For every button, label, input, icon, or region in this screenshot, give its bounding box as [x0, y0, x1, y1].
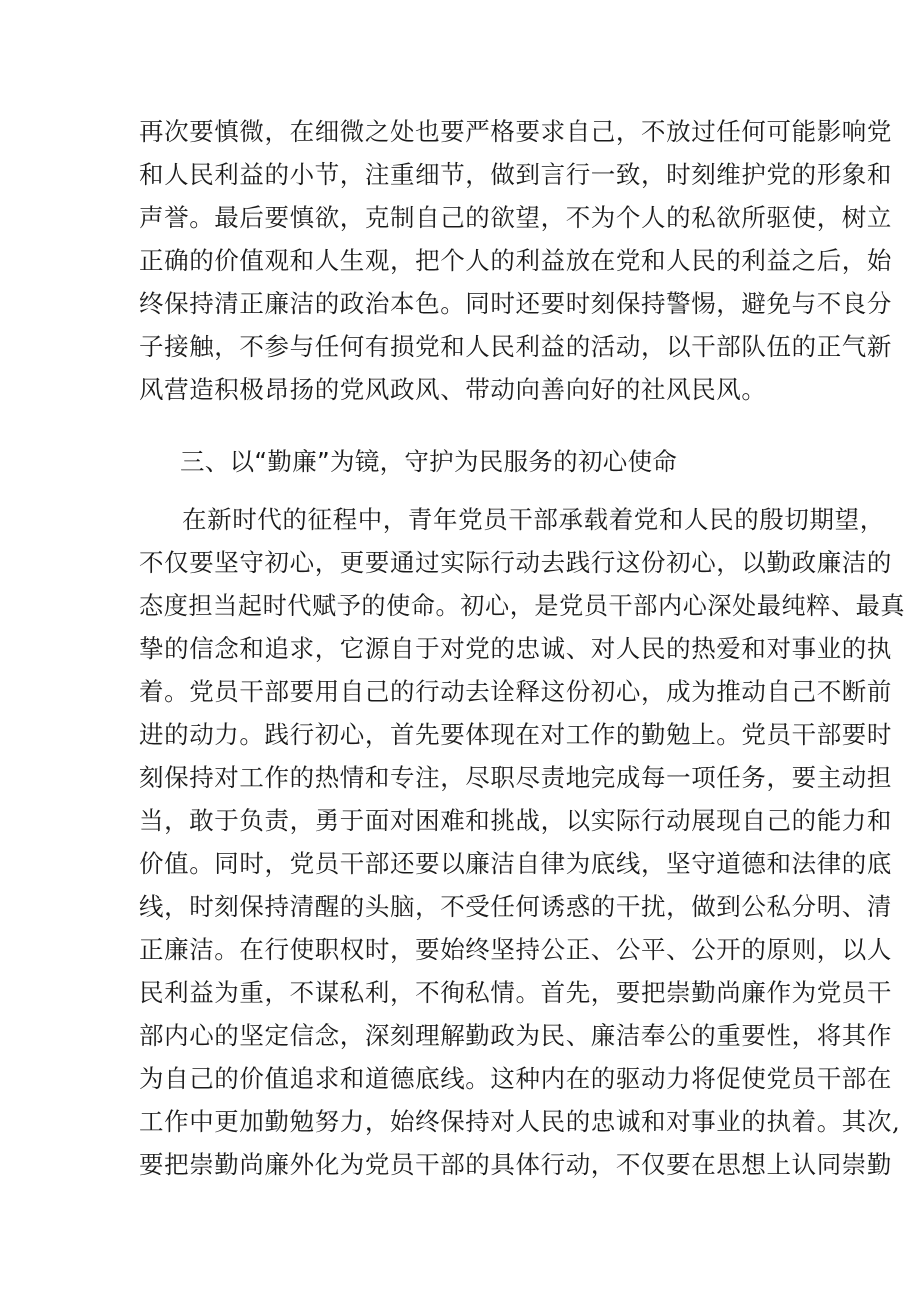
text-line: 线，时刻保持清醒的头脑，不受任何诱惑的干扰，做到公私分明、清	[139, 892, 892, 921]
text-line: 工作中更加勤勉努力，始终保持对人民的忠诚和对事业的执着。其次,	[139, 1107, 901, 1136]
text-line: 和人民利益的小节，注重细节，做到言行一致，时刻维护党的形象和	[139, 160, 892, 189]
text-line: 要把崇勤尚廉外化为党员干部的具体行动，不仅要在思想上认同崇勤	[139, 1150, 892, 1179]
text-line: 态度担当起时代赋予的使命。初心，是党员干部内心深处最纯粹、最真	[139, 591, 906, 620]
text-line: 价值。同时，党员干部还要以廉洁自律为底线，坚守道德和法律的底	[139, 849, 892, 878]
text-line: 在新时代的征程中，青年党员干部承载着党和人民的殷切期望，	[182, 505, 885, 534]
text-line: 刻保持对工作的热情和专注，尽职尽责地完成每一项任务，要主动担	[139, 763, 892, 792]
text-line: 民利益为重，不谋私利，不徇私情。首先，要把崇勤尚廉作为党员干	[139, 978, 892, 1007]
text-line: 风营造积极昂扬的党风政风、带动向善向好的社风民风。	[139, 375, 767, 404]
text-line: 当，敢于负责，勇于面对困难和挑战，以实际行动展现自己的能力和	[139, 806, 892, 835]
text-line: 声誉。最后要慎欲，克制自己的欲望，不为个人的私欲所驱使，树立	[139, 203, 892, 232]
text-line: 正廉洁。在行使职权时，要始终坚持公正、公平、公开的原则，以人	[139, 935, 892, 964]
text-line: 再次要慎微，在细微之处也要严格要求自己，不放过任何可能影响党	[139, 117, 892, 146]
text-line: 挚的信念和追求，它源自于对党的忠诚、对人民的热爱和对事业的执	[139, 634, 892, 663]
text-line: 进的动力。践行初心，首先要体现在对工作的勤勉上。党员干部要时	[139, 720, 892, 749]
text-line: 不仅要坚守初心，更要通过实际行动去践行这份初心，以勤政廉洁的	[139, 548, 892, 577]
text-line: 着。党员干部要用自己的行动去诠释这份初心，成为推动自己不断前	[139, 677, 892, 706]
text-line: 部内心的坚定信念，深刻理解勤政为民、廉洁奉公的重要性，将其作	[139, 1021, 892, 1050]
text-line: 终保持清正廉洁的政治本色。同时还要时刻保持警惕，避免与不良分	[139, 289, 892, 318]
text-line: 为自己的价值追求和道德底线。这种内在的驱动力将促使党员干部在	[139, 1064, 892, 1093]
text-line: 子接触，不参与任何有损党和人民利益的活动，以干部队伍的正气新	[139, 332, 892, 361]
text-line: 正确的价值观和人生观，把个人的利益放在党和人民的利益之后，始	[139, 246, 892, 275]
section-heading: 三、以“勤廉”为镜，守护为民服务的初心使命	[180, 447, 678, 476]
